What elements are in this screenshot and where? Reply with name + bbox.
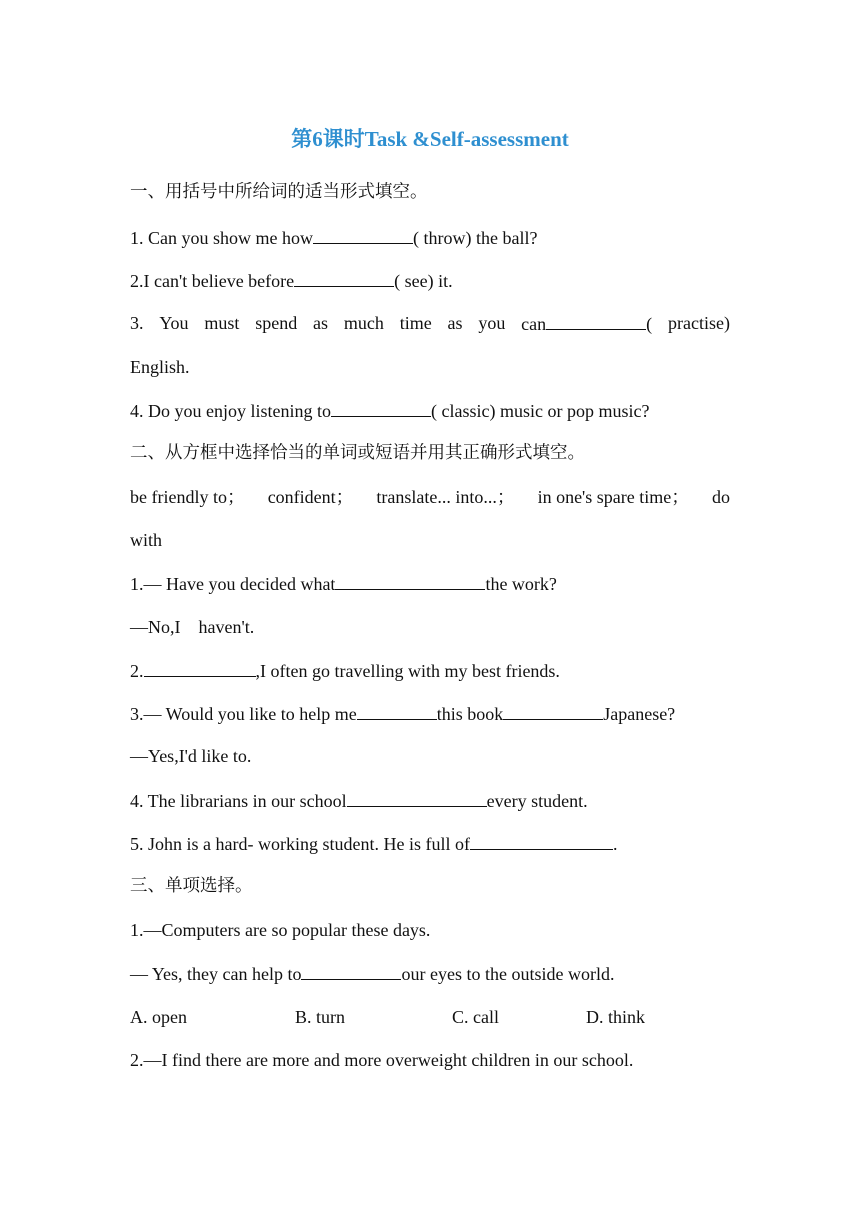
s1-q1-text-after: ( throw) the ball?	[413, 228, 538, 248]
s3-q1-line2	[130, 960, 730, 987]
answer-blank[interactable]	[546, 310, 646, 330]
s1-q3-word: much	[343, 313, 384, 333]
s2-q4-text-after: every student.	[486, 791, 588, 811]
s2-q3-answer: —Yes,I'd like to.	[130, 746, 252, 766]
option-b[interactable]: B. turn	[295, 1007, 346, 1027]
s2-q2-text-before: 2.	[130, 661, 144, 681]
section-1-heading: 一、用括号中所给词的适当形式填空。	[130, 182, 428, 202]
s1-q4-text-after: ( classic) music or pop music?	[431, 401, 650, 421]
s2-q2-text-after: ,I often go travelling with my best friends.	[255, 661, 560, 681]
s3-q1-line1: 1.—Computers are so popular these days.	[130, 920, 431, 940]
answer-blank[interactable]	[294, 267, 394, 287]
word-box	[130, 484, 730, 510]
s1-q3-can-with-blank	[521, 310, 652, 337]
s1-q3-word: 3.	[130, 313, 144, 333]
s1-q3-word: You	[159, 313, 189, 333]
option-c[interactable]: C. call	[452, 1007, 499, 1027]
page-title: 第6课时Task &Self-assessment	[291, 127, 569, 151]
s1-q3-word: must	[204, 313, 240, 333]
answer-blank[interactable]	[144, 657, 256, 677]
word-box-item: translate... into...；	[376, 487, 515, 507]
s1-q1-text-before: 1. Can you show me how	[130, 228, 313, 248]
word-box-item: do	[711, 487, 730, 507]
word-box-item: in one's spare time；	[537, 487, 690, 507]
s1-q3-word: as	[447, 313, 463, 333]
s2-q5-text-after: .	[612, 834, 618, 854]
s2-q4-text-before: 4. The librarians in our school	[130, 791, 347, 811]
s1-question-3	[130, 310, 730, 337]
s1-q2-text-after: ( see) it.	[394, 271, 453, 291]
s2-q3-text-before: 3.— Would you like to help me	[130, 704, 357, 724]
s2-q5-text-before: 5. John is a hard- working student. He is full of	[130, 834, 470, 854]
s1-question-1	[130, 224, 730, 251]
answer-blank[interactable]	[503, 700, 603, 720]
answer-blank[interactable]	[357, 700, 437, 720]
s1-q3-word: can	[521, 314, 547, 334]
s3-q2-line1: 2.—I find there are more and more overweight children in our school.	[130, 1050, 634, 1070]
s1-q3-word: time	[399, 313, 432, 333]
word-box-item: confident；	[267, 487, 354, 507]
s1-q3-word: spend	[255, 313, 298, 333]
answer-blank[interactable]	[347, 787, 487, 807]
s1-q4-text-before: 4. Do you enjoy listening to	[130, 401, 331, 421]
section-3-heading: 三、单项选择。	[130, 876, 253, 896]
s2-q1-text-before: 1.— Have you decided what	[130, 574, 336, 594]
s2-question-5	[130, 830, 730, 857]
s1-q3-paren: (	[646, 314, 653, 334]
s2-q3-text-after: Japanese?	[603, 704, 676, 724]
s1-q3-word: you	[478, 313, 506, 333]
s1-q3-line2: English.	[130, 357, 190, 377]
option-d[interactable]: D. think	[586, 1007, 646, 1027]
s1-q3-word: as	[313, 313, 329, 333]
option-a[interactable]: A. open	[130, 1007, 187, 1027]
s1-question-2	[130, 267, 730, 294]
answer-blank[interactable]	[313, 224, 413, 244]
s2-q3-text-middle: this book	[436, 704, 504, 724]
s3-q1-text-after: our eyes to the outside world.	[401, 964, 615, 984]
answer-blank[interactable]	[335, 570, 485, 590]
answer-blank[interactable]	[470, 830, 613, 850]
s3-q1-text-before: — Yes, they can help to	[130, 964, 302, 984]
s1-question-4	[130, 397, 730, 424]
s2-q1-text-after: the work?	[485, 574, 557, 594]
section-2-heading: 二、从方框中选择恰当的单词或短语并用其正确形式填空。	[130, 443, 585, 463]
answer-blank[interactable]	[301, 960, 401, 980]
s2-q1-answer: —No,I haven't.	[130, 617, 255, 637]
word-box-line2: with	[130, 530, 163, 550]
s1-q3-hint: practise)	[667, 313, 730, 333]
s2-question-4	[130, 787, 730, 814]
word-box-item: be friendly to；	[130, 487, 245, 507]
s2-question-2	[130, 657, 730, 684]
s2-question-3	[130, 700, 730, 727]
s2-question-1	[130, 570, 730, 597]
answer-blank[interactable]	[331, 397, 431, 417]
s1-q2-text-before: 2.I can't believe before	[130, 271, 295, 291]
